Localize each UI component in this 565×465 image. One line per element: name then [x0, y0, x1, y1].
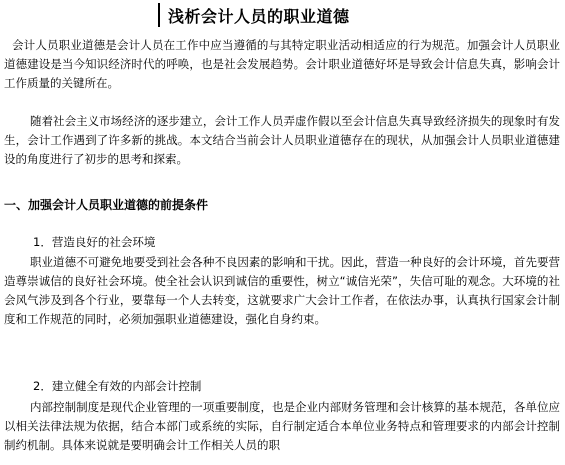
title-divider-bar	[158, 3, 160, 27]
title-row	[158, 2, 350, 28]
subsection-1-body: 职业道德不可避免地要受到社会各种不良因素的影响和干扰。因此，营造一种良好的会计环境，首先要营造尊崇诚信的良好社会环境。使全社会认识到诚信的重要性，树立“诚信光荣”，失信可耻的观念。大环境的社会风气涉及到各个行业，要靠每一个人去转变，这就要求广大会计工作者，在依法办事，认真执行国家会计制度和工作规范的同时，必须加强职业道德建设，强化自身约束。	[4, 255, 560, 326]
subsection-1-heading: 1．营造良好的社会环境	[33, 235, 156, 249]
page-title: 浅析会计人员的职业道德	[168, 6, 350, 26]
intro-paragraph-2: 随着社会主义市场经济的逐步建立，会计工作人员弄虚作假以至会计信息失真导致经济损失的现象时有发生，会计工作遇到了许多新的挑战。本文结合当前会计人员职业道德存在的现状，从加强会计人员职业道德建设的角度进行了初步的思考和探索。	[4, 114, 560, 166]
subsection-2-body: 内部控制制度是现代企业管理的一项重要制度，也是企业内部财务管理和会计核算的基本规范，各单位应以相关法律法规为依据，结合本部门或系统的实际，自行制定适合本单位业务特点和管理要求的内部会计控制制约机制。具体来说就是要明确会计工作相关人员的职	[4, 400, 560, 452]
section-1-heading: 一、加强会计人员职业道德的前提条件	[4, 198, 209, 212]
subsection-2-heading: 2．建立健全有效的内部会计控制	[33, 379, 202, 393]
intro-paragraph-1: 会计人员职业道德是会计人员在工作中应当遵循的与其特定职业活动相适应的行为规范。加强会计人员职业道德建设是当今知识经济时代的呼唤，也是社会发展趋势。会计职业道德好坏是导致会计信息失真，影响会计工作质量的关键所在。	[4, 38, 560, 90]
